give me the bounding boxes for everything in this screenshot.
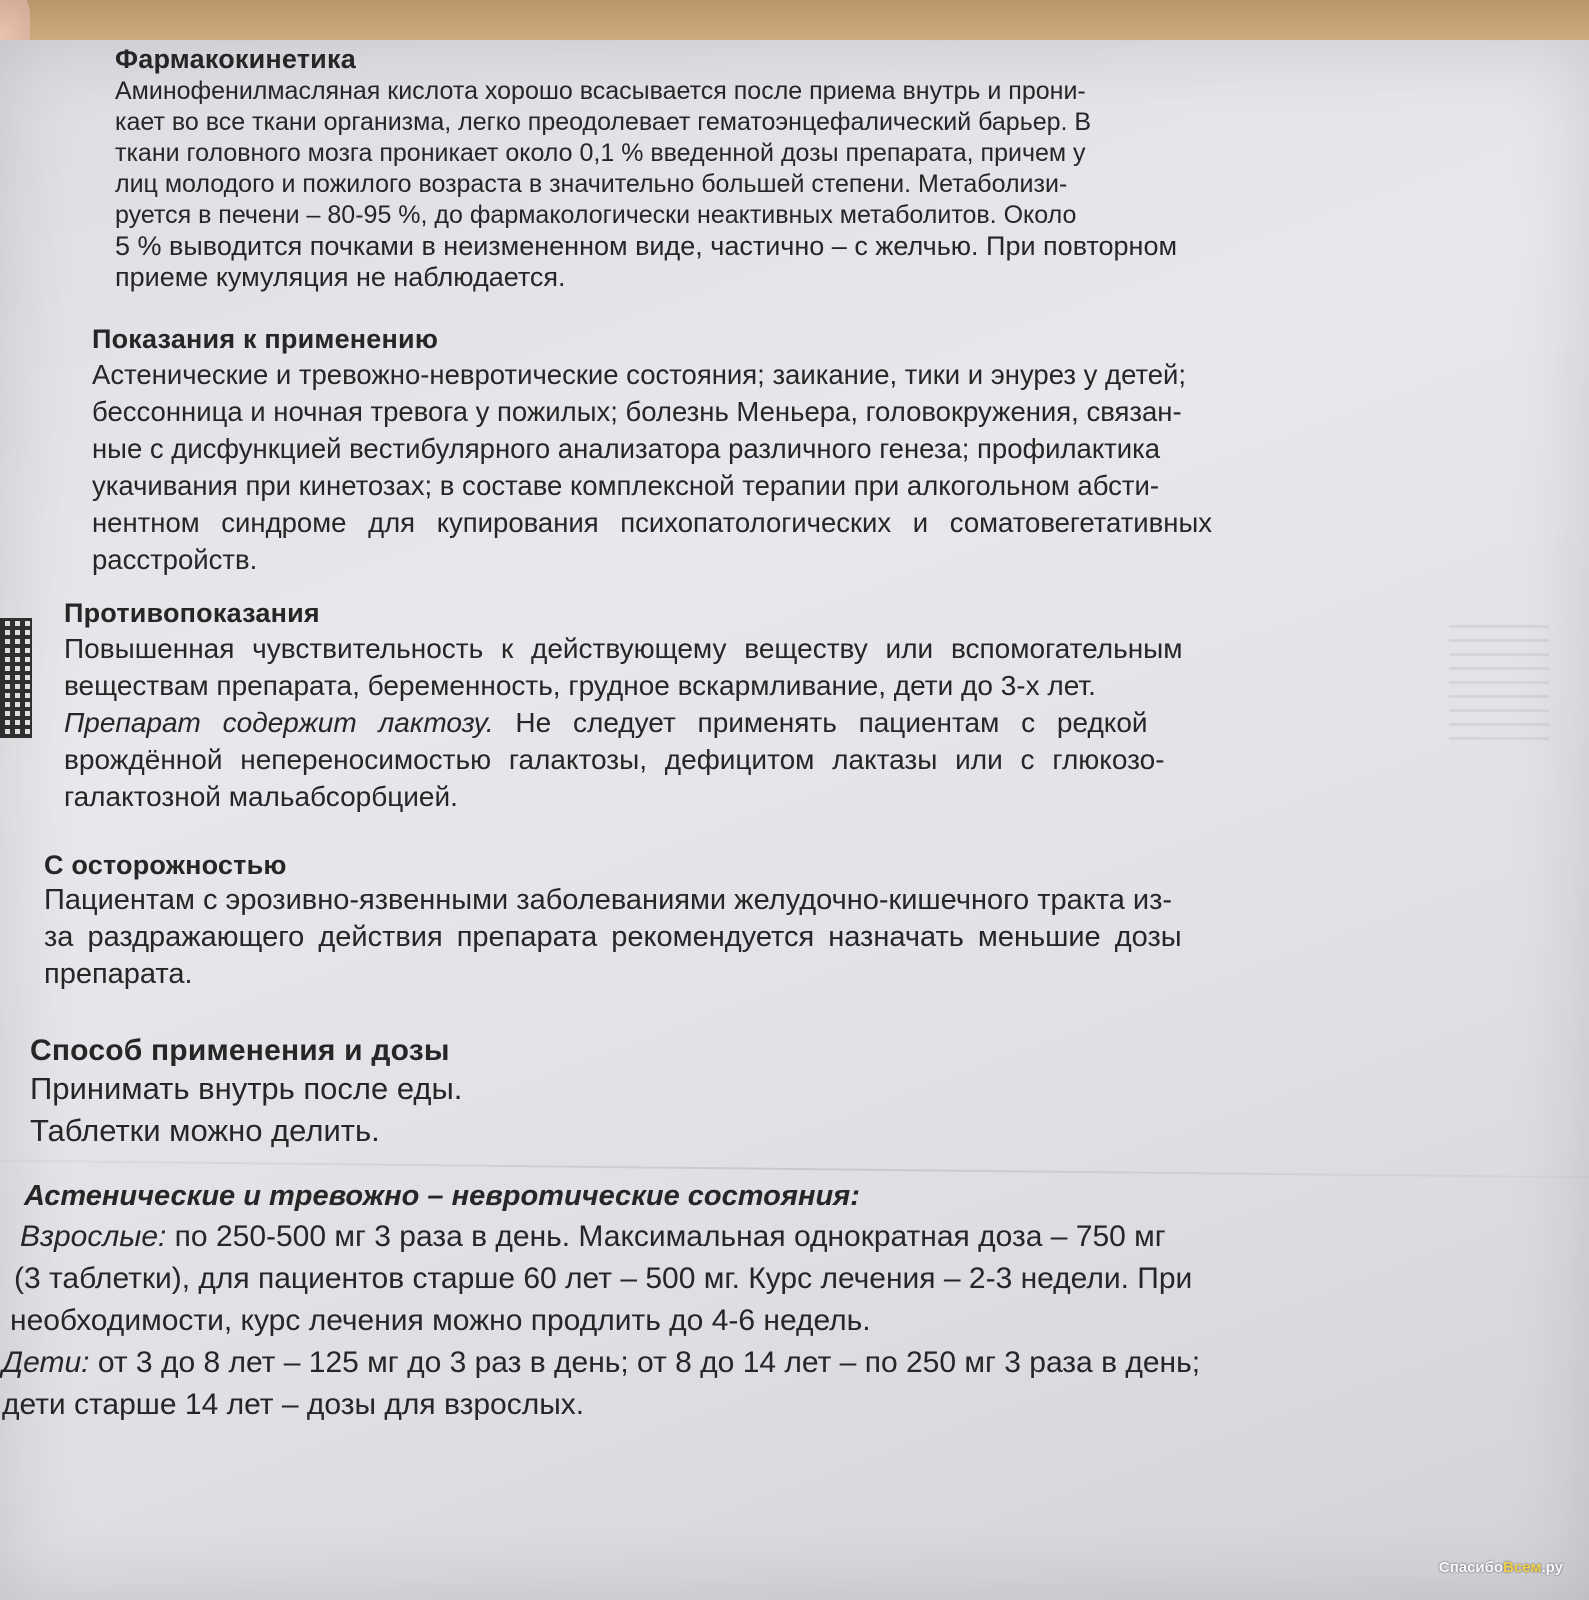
text-line: приеме кумуляция не наблюдается. xyxy=(115,262,566,292)
adults-label: Взрослые: xyxy=(20,1220,167,1253)
text-line: нентном синдроме для купирования психопатологических и соматовегетативных xyxy=(92,507,1212,538)
section-title: Противопоказания xyxy=(64,598,320,628)
text-line: Астенические и тревожно-невротические состояния; заикание, тики и энурез у детей; xyxy=(92,359,1187,390)
section-caution xyxy=(44,848,1484,993)
text-line: Принимать внутрь после еды. xyxy=(30,1071,463,1106)
text-line: галактозной мальабсорбцией. xyxy=(64,781,458,812)
watermark-accent: Всем xyxy=(1503,1559,1542,1576)
text-line: лиц молодого и пожилого возраста в значительно большей степени. Метаболизи- xyxy=(115,170,1068,198)
watermark-suffix: .ру xyxy=(1541,1559,1563,1576)
site-watermark xyxy=(1439,1559,1563,1576)
section-title: Показания к применению xyxy=(92,324,439,354)
leaflet-paper xyxy=(0,40,1589,1600)
text-line xyxy=(20,1216,1580,1258)
text-line: ные с дисфункцией вестибулярного анализатора различного генеза; профилактика xyxy=(92,433,1161,464)
text-line: укачивания при кинетозах; в составе комплексной терапии при алкогольном абсти- xyxy=(92,470,1160,501)
section-indications xyxy=(92,322,1472,578)
text-line: (3 таблетки), для пациентов старше 60 лет – 500 мг. Курс лечения – 2-3 недели. При xyxy=(14,1262,1193,1295)
text-line: руется в печени – 80-95 %, до фармакологически неактивных метаболитов. Около xyxy=(115,201,1077,229)
lactose-note: Препарат содержит лактозу. xyxy=(64,707,494,738)
text-line: препарата. xyxy=(44,958,193,990)
text-line: за раздражающего действия препарата рекомендуется назначать меньшие дозы xyxy=(44,921,1182,953)
text-line: врождённой непереносимостью галактозы, дефицитом лактазы или с глюкозо- xyxy=(64,744,1165,775)
adults-dose: по 250-500 мг 3 раза в день. Максимальная однократная доза – 750 мг xyxy=(166,1220,1166,1253)
text-line: бессонница и ночная тревога у пожилых; болезнь Меньера, головокружения, связан- xyxy=(92,396,1182,427)
text-line: веществам препарата, беременность, грудное вскармливание, дети до 3-х лет. xyxy=(64,670,1096,701)
text-line: Таблетки можно делить. xyxy=(30,1113,380,1148)
text-line: кает во все ткани организма, легко преодолевает гематоэнцефалический барьер. В xyxy=(115,108,1092,136)
dosage-adults xyxy=(10,1216,1580,1342)
section-title: Фармакокинетика xyxy=(115,44,356,74)
section-body xyxy=(92,356,1472,578)
text-line: 5 % выводится почками в неизмененном виде, частично – с желчью. При повторном xyxy=(115,231,1178,261)
section-dosage xyxy=(30,1034,1570,1152)
dosage-children xyxy=(2,1342,1580,1426)
section-contraindications xyxy=(64,596,1474,815)
text-line: дети старше 14 лет – дозы для взрослых. xyxy=(2,1388,585,1421)
watermark-text: Спасибо xyxy=(1438,1559,1504,1576)
text-line: Аминофенилмасляная кислота хорошо всасывается после приема внутрь и прони- xyxy=(115,77,1086,105)
section-title: С осторожностью xyxy=(44,850,287,880)
section-pharmacokinetics xyxy=(115,42,1465,293)
children-label: Дети: xyxy=(2,1346,90,1379)
subsection-title: Астенические и тревожно – невротические состояния: xyxy=(24,1180,860,1212)
text-line: Пациентам с эрозивно-язвенными заболеваниями желудочно-кишечного тракта из- xyxy=(44,884,1173,916)
leaflet-content xyxy=(0,40,1589,1600)
text-line xyxy=(2,1342,1580,1384)
dosage-subsection xyxy=(2,1176,1580,1426)
text-line: ткани головного мозга проникает около 0,1 % введенной дозы препарата, причем у xyxy=(115,139,1086,167)
children-dose: от 3 до 8 лет – 125 мг до 3 раз в день; от 8 до 14 лет – по 250 мг 3 раза в день; xyxy=(89,1346,1201,1379)
text-line: необходимости, курс лечения можно продлить до 4-6 недель. xyxy=(10,1304,871,1337)
text-line: Повышенная чувствительность к действующему веществу или вспомогательным xyxy=(64,633,1183,664)
text-line: расстройств. xyxy=(92,544,258,575)
lactose-warning: Не следует применять пациентам с редкой xyxy=(493,707,1148,738)
section-body xyxy=(64,630,1474,815)
section-title: Способ применения и дозы xyxy=(30,1034,450,1067)
section-body xyxy=(115,76,1465,293)
section-body xyxy=(30,1068,1570,1152)
text-line xyxy=(64,704,1474,741)
section-body xyxy=(44,882,1484,993)
